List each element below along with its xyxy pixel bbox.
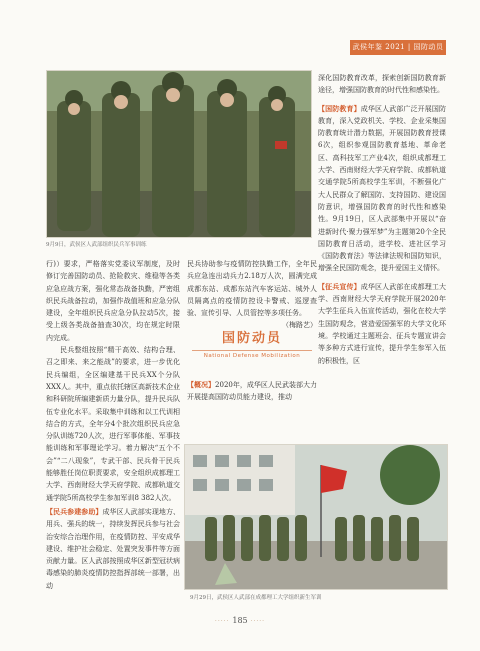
- militia-participation-text: 成华区人武部实现地方、用兵、强兵的统一，持续发挥民兵参与社会治安综合治理作用，在疫情防控、平安成华建设、维护社会稳定、处置突发事件等方面贡献力量。区人武部按照成华区新型冠状病毒感染的肺炎疫情防控指挥部统一部署，出动: [46, 507, 181, 590]
- student-training-photo: [184, 444, 448, 590]
- photo2-caption: 9月29日，武侯区人武部在成都理工大学组织新生军训: [190, 595, 322, 601]
- section-title-block: [187, 327, 317, 359]
- overview-tag: 【概况】: [187, 380, 216, 389]
- recruitment-paragraph: [318, 281, 446, 367]
- photo1-caption: 9月9日，武侯区人武部组织民兵军事训练: [46, 242, 147, 248]
- militia-participation-tag: 【民兵参建参助】: [46, 506, 103, 516]
- page-number-footer: [210, 616, 270, 625]
- militia-training-photo: [46, 70, 312, 238]
- overview-paragraph: [187, 379, 317, 404]
- defense-education-tag: 【国防教育】: [318, 103, 361, 113]
- section-subtitle: National Defense Mobilization: [203, 353, 301, 359]
- author-note: （梅路艺）: [282, 321, 317, 330]
- left-column: [46, 258, 180, 618]
- middle-column: [187, 258, 317, 332]
- footer-dots-left: ·····: [214, 618, 233, 625]
- overview-text: 2020年，成华区人民武装部大力开展提高国防动员能力建设，推动: [187, 381, 317, 402]
- page-number: 185: [232, 616, 248, 625]
- right-top-paragraph: 深化国防教育改革，探索创新国防教育新途径，增强国防教育的时代性和感染性。: [318, 74, 446, 95]
- section-title: 国防动员: [221, 331, 282, 346]
- middle-paragraph: 民兵协助参与疫情防控执勤工作，全年民兵应急连出动兵力2.18万人次，圆满完成成都东站、成都东站汽车客运站、城外人员隔离点的疫情防控设卡警戒、巡逻查验、宣传引导、人员管控等多项任务。: [187, 260, 317, 318]
- defense-education-paragraph: [318, 103, 446, 275]
- recruitment-text: 成华区人武部在成都理工大学、西南财经大学天府学院开展2020年大学生征兵入伍宣传活动，强化在校大学生国防观念，营造爱国强军的大学文化环境。学校通过主题班会、征兵专题宣讲会等多种方式进行宣传，提升学生参军入伍的积极性，区: [318, 282, 447, 365]
- defense-education-text: 成华区人武部广泛开展国防教育，深入党政机关、学校、企业采集国防教育统计潜力数据，开展国防教育授课6次，组织参观国防教育基地、革命老区、高科技军工产业4次，组织成都理工大学、西南财经大学天府学院、成都轨道交通学院5所高校学生军训，不断强化广大人民群众了解国防、支持国防、建设国防意识，增强国防教育的时代性和感染性。9月19日，区人武部集中开展以“奋进新时代·聚力强军梦”为主题第20个全民国防教育日活动，进学校、进社区学习《国防教育法》等法律法规和国防知识，增强全民国防观念，提升爱国主义情怀。: [318, 104, 447, 273]
- student-training-image: [185, 445, 447, 589]
- militia-training-image: [47, 71, 311, 237]
- footer-dots-right: ·····: [247, 618, 266, 625]
- section-divider: [192, 350, 312, 351]
- left-paragraph-3: [46, 506, 180, 592]
- right-column: [318, 72, 446, 442]
- overview-block: [187, 379, 317, 404]
- left-paragraph-1: 行)）要求，严格落实党委议军制度，及时修订完善国防动员、抢险救灾、维稳等各类应急应战方案，强化常态战备执勤，严密组织民兵战备拉动，加强作战值班和应急分队建设，全年组织民兵应急分队拉动5次，接受上级各类战备抽查30次，均在规定时限内完成。: [46, 260, 180, 342]
- left-paragraph-2: 民兵整组按照“精干高效、结构合理、召之即来、来之能战”的要求，进一步优化民兵编组，全区编建基干民兵XX个分队XXX人。其中，重点依托辖区高新技术企业和科研院所编建新质力量分队，提升民兵队伍专业化水平。采取集中训练和以工代训相结合的方式，全年分4个批次组织民兵应急分队训练720人次，进行军事体能、军事技能训练和军事理论学习。着力解决“五个不会”“二八现象”，专武干部、民兵骨干民兵能够胜任岗位职责要求，安全组织成都理工大学、西南财经大学天府学院、成都轨道交通学院5所高校学生参加军训8 382人次。: [46, 346, 180, 502]
- section-header-bar: 武侯年鉴 2021 | 国防动员: [350, 40, 446, 55]
- recruitment-tag: 【征兵宣传】: [318, 281, 361, 291]
